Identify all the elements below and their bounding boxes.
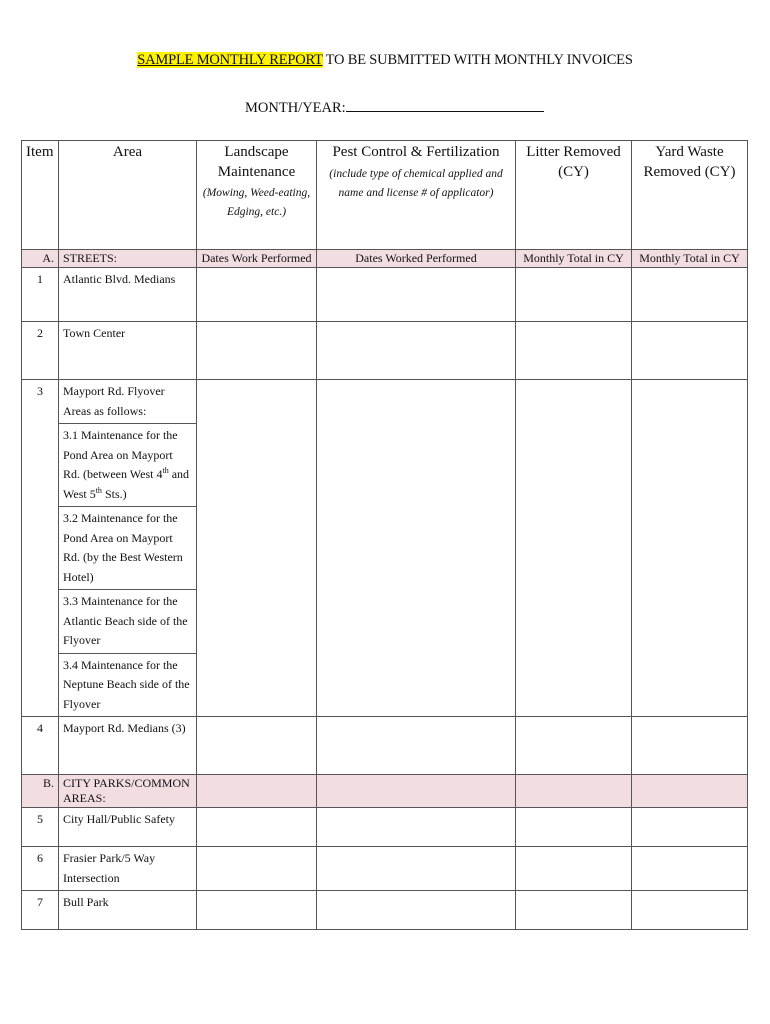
section-a-yard-note: Monthly Total in CY: [632, 250, 748, 268]
col-yard: Yard Waste Removed (CY): [632, 141, 748, 250]
row-area: Frasier Park/5 Way Intersection: [59, 847, 197, 891]
cell-landscape[interactable]: [197, 322, 317, 380]
cell-pest[interactable]: [317, 380, 516, 717]
title-highlight: SAMPLE MONTHLY REPORT: [137, 52, 323, 68]
row-area: Mayport Rd. Flyover Areas as follows:: [59, 380, 197, 424]
month-year-blank[interactable]: [346, 98, 544, 112]
table-row: [22, 322, 748, 380]
report-title: [0, 52, 770, 69]
table-header-row: [22, 141, 748, 250]
row-area: Mayport Rd. Medians (3): [59, 717, 197, 775]
section-b-label: CITY PARKS/COMMON AREAS:: [59, 775, 197, 808]
row-number: 5: [22, 808, 59, 847]
col-landscape-title: Landscape Maintenance: [217, 144, 296, 180]
report-table: [21, 140, 748, 930]
cell-landscape[interactable]: [197, 808, 317, 847]
row-area-sub: 3.2 Maintenance for the Pond Area on Mayport Rd. (by the Best Western Hotel): [59, 507, 197, 590]
cell-landscape[interactable]: [197, 268, 317, 322]
section-a-pest-note: Dates Worked Performed: [317, 250, 516, 268]
row-area-sub: 3.4 Maintenance for the Neptune Beach side of the Flyover: [59, 653, 197, 717]
section-a-letter: A.: [22, 250, 59, 268]
row-area: Bull Park: [59, 891, 197, 930]
col-area: Area: [59, 141, 197, 250]
section-a-landscape-note: Dates Work Performed: [197, 250, 317, 268]
row-number: 2: [22, 322, 59, 380]
col-pest: [317, 141, 516, 250]
cell-yard[interactable]: [632, 847, 748, 891]
col-item: Item: [22, 141, 59, 250]
table-row: [22, 380, 748, 424]
cell-litter[interactable]: [516, 847, 632, 891]
table-row: [22, 891, 748, 930]
title-rest: TO BE SUBMITTED WITH MONTHLY INVOICES: [322, 52, 633, 68]
row-number: 7: [22, 891, 59, 930]
cell-litter[interactable]: [516, 322, 632, 380]
row-area: City Hall/Public Safety: [59, 808, 197, 847]
cell-pest[interactable]: [317, 322, 516, 380]
col-landscape: [197, 141, 317, 250]
cell-pest[interactable]: [317, 268, 516, 322]
section-b-cell: [197, 775, 317, 808]
cell-yard[interactable]: [632, 717, 748, 775]
cell-landscape[interactable]: [197, 717, 317, 775]
cell-pest[interactable]: [317, 847, 516, 891]
row-number: 4: [22, 717, 59, 775]
cell-yard[interactable]: [632, 891, 748, 930]
cell-yard[interactable]: [632, 380, 748, 717]
row-number: 1: [22, 268, 59, 322]
table-row: [22, 268, 748, 322]
col-pest-title: Pest Control & Fertilization: [332, 144, 500, 160]
col-litter: Litter Removed (CY): [516, 141, 632, 250]
month-year-label: MONTH/YEAR:: [245, 100, 346, 116]
section-b-cell: [317, 775, 516, 808]
section-a-litter-note: Monthly Total in CY: [516, 250, 632, 268]
table-row: [22, 808, 748, 847]
section-b-cell: [516, 775, 632, 808]
cell-litter[interactable]: [516, 268, 632, 322]
col-landscape-sub: (Mowing, Weed-eating, Edging, etc.): [202, 187, 311, 218]
row-area-sub: 3.3 Maintenance for the Atlantic Beach side of the Flyover: [59, 590, 197, 654]
cell-pest[interactable]: [317, 717, 516, 775]
cell-litter[interactable]: [516, 808, 632, 847]
cell-litter[interactable]: [516, 380, 632, 717]
table-row: [22, 847, 748, 891]
cell-landscape[interactable]: [197, 380, 317, 717]
section-b-letter: B.: [22, 775, 59, 808]
row-area: Atlantic Blvd. Medians: [59, 268, 197, 322]
cell-yard[interactable]: [632, 268, 748, 322]
cell-pest[interactable]: [317, 808, 516, 847]
row-number: 3: [22, 380, 59, 717]
row-area: Town Center: [59, 322, 197, 380]
cell-pest[interactable]: [317, 891, 516, 930]
table-row: [22, 717, 748, 775]
cell-landscape[interactable]: [197, 891, 317, 930]
section-b-row: [22, 775, 748, 808]
month-year-field: [245, 98, 544, 117]
col-pest-sub: (include type of chemical applied and name and license # of applicator): [329, 167, 503, 199]
cell-litter[interactable]: [516, 717, 632, 775]
row-area-sub: 3.1 Maintenance for the Pond Area on Mayport Rd. (between West 4th and West 5th Sts.): [59, 424, 197, 507]
cell-yard[interactable]: [632, 322, 748, 380]
section-b-cell: [632, 775, 748, 808]
cell-yard[interactable]: [632, 808, 748, 847]
section-a-row: [22, 250, 748, 268]
cell-landscape[interactable]: [197, 847, 317, 891]
cell-litter[interactable]: [516, 891, 632, 930]
section-a-label: STREETS:: [59, 250, 197, 268]
row-number: 6: [22, 847, 59, 891]
